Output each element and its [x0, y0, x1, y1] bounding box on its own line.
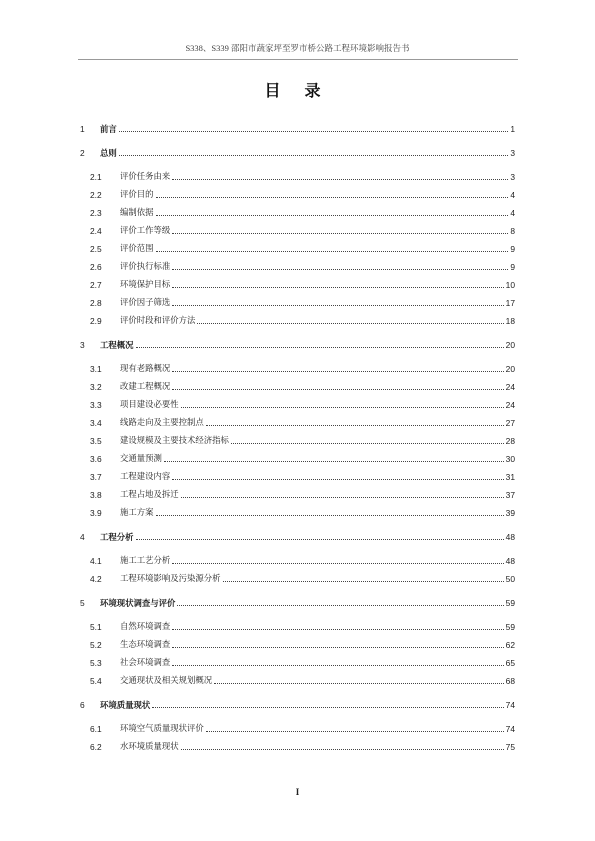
toc-entry-number: 2	[80, 148, 85, 158]
toc-section-entry[interactable]	[0, 506, 595, 520]
toc-entry-label: 自然环境调查	[120, 622, 171, 631]
toc-entry-label: 前言	[100, 124, 117, 134]
toc-entry-number: 2.2	[90, 190, 102, 200]
toc-entry-label: 评价范围	[120, 244, 154, 253]
toc-entry-label: 环境保护目标	[120, 280, 171, 289]
toc-section-entry[interactable]	[0, 416, 595, 430]
toc-entry-number: 2.7	[90, 280, 102, 290]
toc-entry-page: 4	[510, 208, 515, 218]
toc-entry-label: 工程环境影响及污染源分析	[120, 574, 221, 583]
toc-leader-dots	[172, 233, 508, 234]
toc-chapter-entry[interactable]	[0, 338, 595, 352]
toc-leader-dots	[172, 371, 504, 372]
toc-leader-dots	[136, 539, 504, 540]
toc-title: 目 录	[264, 83, 331, 100]
toc-entry-number: 2.8	[90, 298, 102, 308]
toc-leader-dots	[206, 425, 504, 426]
toc-entry-number: 5	[80, 598, 85, 608]
toc-entry-page: 74	[505, 700, 515, 710]
toc-leader-dots	[172, 269, 508, 270]
toc-leader-dots	[156, 251, 508, 252]
toc-section-entry[interactable]	[0, 170, 595, 184]
page-number: I	[295, 787, 300, 797]
toc-leader-dots	[172, 179, 508, 180]
toc-entry-page: 20	[505, 340, 515, 350]
toc-entry-page: 17	[505, 298, 515, 308]
toc-entry-label: 改建工程概况	[120, 382, 171, 391]
toc-section-entry[interactable]	[0, 554, 595, 568]
toc-section-entry[interactable]	[0, 260, 595, 274]
toc-entry-page: 59	[505, 598, 515, 608]
toc-entry-number: 4.2	[90, 574, 102, 584]
toc-entry-page: 31	[505, 472, 515, 482]
toc-leader-dots	[156, 197, 508, 198]
toc-entry-label: 评价目的	[120, 190, 154, 199]
toc-section-entry[interactable]	[0, 296, 595, 310]
toc-entry-label: 施工工艺分析	[120, 556, 171, 565]
toc-leader-dots	[231, 443, 504, 444]
toc-entry-page: 48	[505, 532, 515, 542]
toc-leader-dots	[172, 305, 504, 306]
toc-entry-label: 项目建设必要性	[120, 400, 179, 409]
toc-entry-number: 4	[80, 532, 85, 542]
toc-section-entry[interactable]	[0, 722, 595, 736]
toc-entry-label: 评价执行标准	[120, 262, 171, 271]
toc-entry-label: 评价工作等级	[120, 226, 171, 235]
toc-entry-number: 1	[80, 124, 85, 134]
toc-entry-page: 18	[505, 316, 515, 326]
toc-section-entry[interactable]	[0, 188, 595, 202]
toc-entry-number: 3.7	[90, 472, 102, 482]
toc-entry-page: 68	[505, 676, 515, 686]
toc-entry-label: 建设规模及主要技术经济指标	[120, 436, 229, 445]
toc-chapter-entry[interactable]	[0, 146, 595, 160]
toc-leader-dots	[172, 389, 504, 390]
toc-leader-dots	[172, 479, 504, 480]
toc-section-entry[interactable]	[0, 470, 595, 484]
toc-entry-number: 2.4	[90, 226, 102, 236]
toc-entry-page: 4	[510, 190, 515, 200]
toc-chapter-entry[interactable]	[0, 698, 595, 712]
toc-leader-dots	[206, 731, 504, 732]
toc-entry-label: 总则	[100, 148, 117, 158]
toc-entry-page: 9	[510, 262, 515, 272]
toc-leader-dots	[181, 497, 504, 498]
toc-entry-page: 3	[510, 172, 515, 182]
toc-section-entry[interactable]	[0, 278, 595, 292]
toc-leader-dots	[156, 515, 504, 516]
toc-leader-dots	[177, 605, 504, 606]
toc-leader-dots	[172, 665, 504, 666]
running-header: S338、S339 邵阳市蔬家坪至罗市桥公路工程环境影响报告书	[185, 43, 410, 53]
toc-entry-label: 施工方案	[120, 508, 154, 517]
toc-leader-dots	[119, 131, 508, 132]
toc-entry-number: 2.1	[90, 172, 102, 182]
toc-entry-page: 20	[505, 364, 515, 374]
toc-entry-page: 37	[505, 490, 515, 500]
toc-entry-label: 编制依据	[120, 208, 154, 217]
toc-chapter-entry[interactable]	[0, 122, 595, 136]
toc-leader-dots	[223, 581, 504, 582]
toc-entry-label: 评价因子筛选	[120, 298, 171, 307]
toc-leader-dots	[181, 749, 504, 750]
toc-entry-number: 3.6	[90, 454, 102, 464]
toc-entry-page: 24	[505, 400, 515, 410]
toc-entry-page: 8	[510, 226, 515, 236]
toc-leader-dots	[164, 461, 504, 462]
toc-entry-number: 3.5	[90, 436, 102, 446]
toc-entry-label: 评价任务由来	[120, 172, 171, 181]
toc-leader-dots	[156, 215, 508, 216]
toc-entry-label: 环境空气质量现状评价	[120, 724, 204, 733]
toc-entry-page: 27	[505, 418, 515, 428]
toc-entry-number: 6	[80, 700, 85, 710]
toc-entry-number: 5.4	[90, 676, 102, 686]
toc-entry-number: 5.3	[90, 658, 102, 668]
toc-entry-label: 评价时段和评价方法	[120, 316, 196, 325]
toc-entry-label: 线路走向及主要控制点	[120, 418, 204, 427]
toc-entry-number: 6.1	[90, 724, 102, 734]
toc-entry-page: 39	[505, 508, 515, 518]
toc-entry-page: 50	[505, 574, 515, 584]
toc-entry-number: 3	[80, 340, 85, 350]
toc-entry-page: 3	[510, 148, 515, 158]
toc-entry-number: 5.1	[90, 622, 102, 632]
toc-chapter-entry[interactable]	[0, 530, 595, 544]
toc-section-entry[interactable]	[0, 314, 595, 328]
toc-section-entry[interactable]	[0, 674, 595, 688]
toc-entry-number: 4.1	[90, 556, 102, 566]
toc-leader-dots	[136, 347, 504, 348]
toc-section-entry[interactable]	[0, 206, 595, 220]
toc-entry-number: 3.3	[90, 400, 102, 410]
toc-section-entry[interactable]	[0, 620, 595, 634]
toc-leader-dots	[172, 563, 504, 564]
toc-entry-page: 28	[505, 436, 515, 446]
toc-entry-number: 2.9	[90, 316, 102, 326]
toc-entry-number: 3.8	[90, 490, 102, 500]
toc-section-entry[interactable]	[0, 224, 595, 238]
toc-entry-number: 2.3	[90, 208, 102, 218]
toc-entry-label: 水环境质量现状	[120, 742, 179, 751]
toc-leader-dots	[172, 287, 504, 288]
toc-entry-label: 工程概况	[100, 340, 134, 350]
toc-entry-label: 工程建设内容	[120, 472, 171, 481]
toc-entry-number: 6.2	[90, 742, 102, 752]
toc-entry-label: 现有老路概况	[120, 364, 171, 373]
toc-entry-page: 59	[505, 622, 515, 632]
toc-section-entry[interactable]	[0, 380, 595, 394]
toc-entry-number: 2.5	[90, 244, 102, 254]
toc-section-entry[interactable]	[0, 434, 595, 448]
toc-entry-label: 工程分析	[100, 532, 134, 542]
toc-entry-label: 交通量预测	[120, 454, 162, 463]
toc-entry-page: 74	[505, 724, 515, 734]
toc-section-entry[interactable]	[0, 398, 595, 412]
toc-entry-page: 65	[505, 658, 515, 668]
toc-entry-page: 10	[505, 280, 515, 290]
toc-section-entry[interactable]	[0, 572, 595, 586]
toc-leader-dots	[172, 629, 504, 630]
toc-leader-dots	[119, 155, 508, 156]
toc-entry-label: 交通现状及相关规划概况	[120, 676, 213, 685]
toc-section-entry[interactable]	[0, 656, 595, 670]
toc-leader-dots	[214, 683, 504, 684]
toc-entry-label: 环境现状调查与评价	[100, 598, 176, 608]
toc-section-entry[interactable]	[0, 638, 595, 652]
toc-entry-label: 工程占地及拆迁	[120, 490, 179, 499]
toc-entry-label: 社会环境调查	[120, 658, 171, 667]
toc-section-entry[interactable]	[0, 362, 595, 376]
toc-leader-dots	[152, 707, 504, 708]
toc-section-entry[interactable]	[0, 740, 595, 754]
toc-entry-page: 62	[505, 640, 515, 650]
toc-entry-label: 生态环境调查	[120, 640, 171, 649]
toc-leader-dots	[181, 407, 504, 408]
toc-leader-dots	[172, 647, 504, 648]
toc-entry-number: 3.2	[90, 382, 102, 392]
toc-section-entry[interactable]	[0, 452, 595, 466]
toc-section-entry[interactable]	[0, 242, 595, 256]
toc-entry-label: 环境质量现状	[100, 700, 151, 710]
toc-entry-page: 75	[505, 742, 515, 752]
toc-entry-page: 24	[505, 382, 515, 392]
toc-chapter-entry[interactable]	[0, 596, 595, 610]
toc-entry-number: 3.4	[90, 418, 102, 428]
toc-entry-page: 9	[510, 244, 515, 254]
toc-leader-dots	[197, 323, 504, 324]
toc-entry-page: 1	[510, 124, 515, 134]
toc-entry-number: 3.9	[90, 508, 102, 518]
toc-entry-number: 3.1	[90, 364, 102, 374]
toc-entry-page: 30	[505, 454, 515, 464]
toc-entry-number: 5.2	[90, 640, 102, 650]
toc-section-entry[interactable]	[0, 488, 595, 502]
toc-entry-page: 48	[505, 556, 515, 566]
toc-entry-number: 2.6	[90, 262, 102, 272]
